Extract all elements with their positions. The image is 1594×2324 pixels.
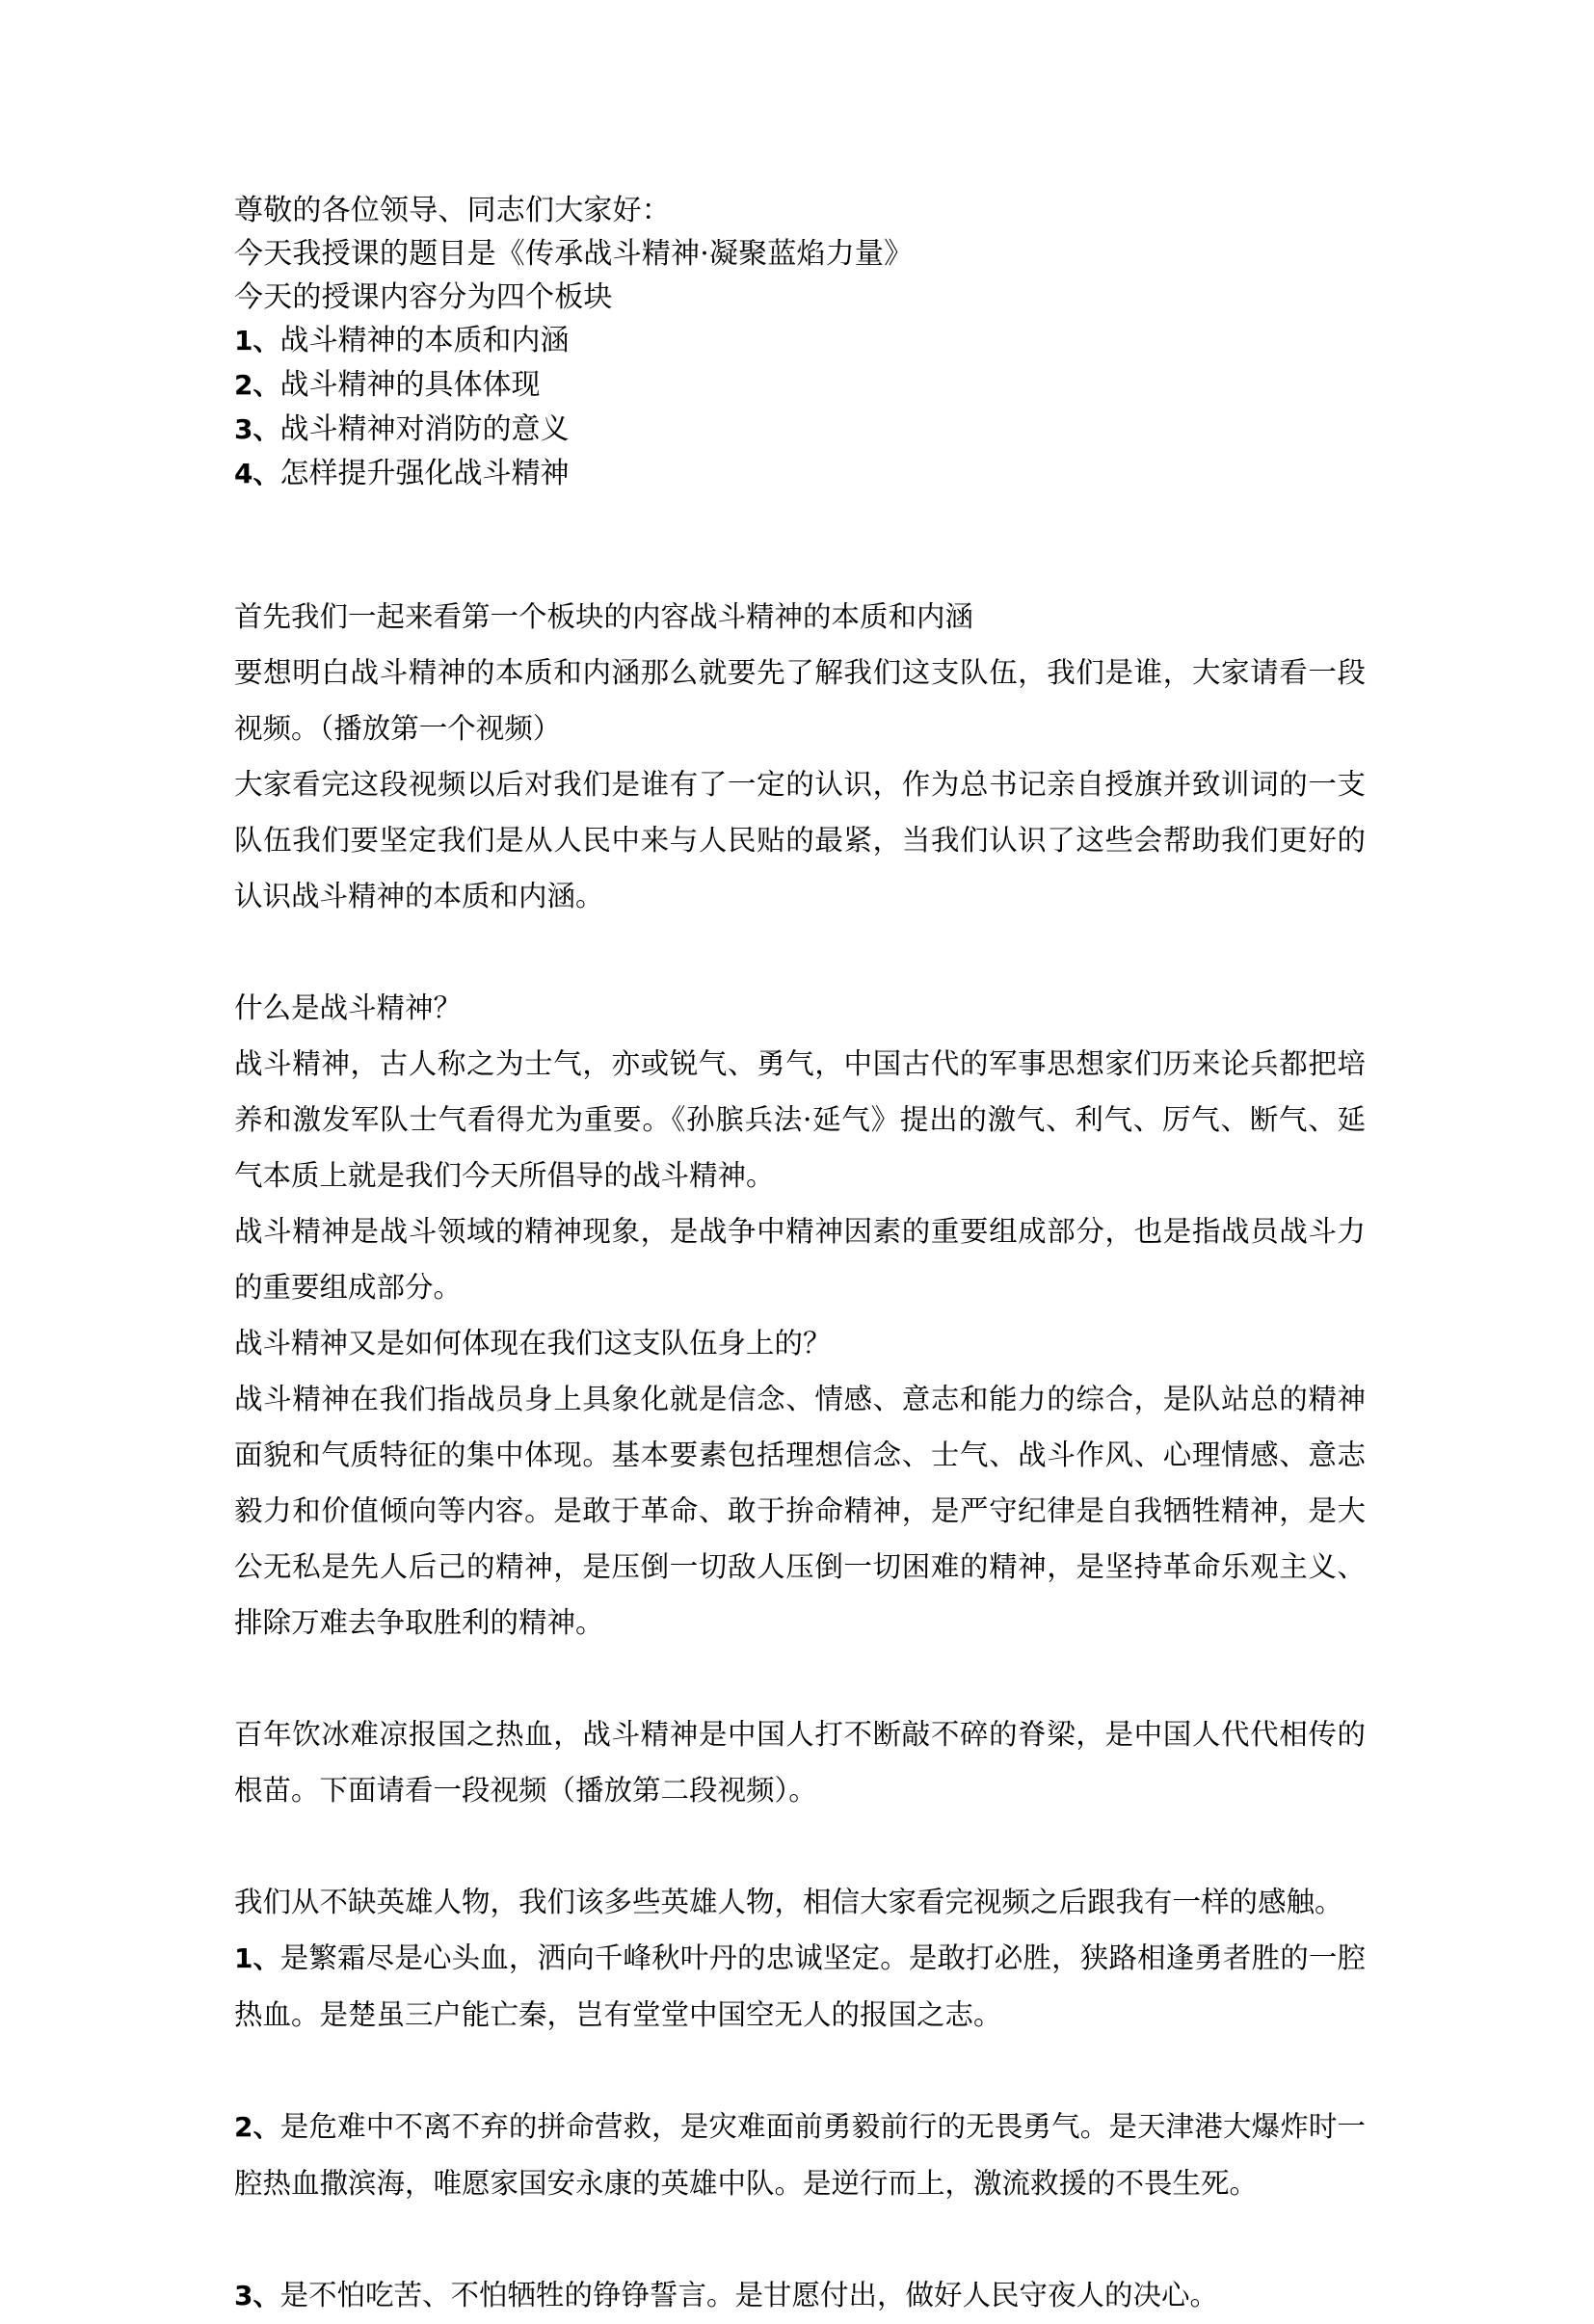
heroes-gap-1 — [234, 2043, 1366, 2099]
outline-item-1-label: 战斗精神的本质和内涵 — [279, 324, 570, 357]
section-gap-2 — [234, 1651, 1366, 1706]
outline-item-1 — [234, 319, 1366, 363]
heroes-item-3 — [234, 2267, 1366, 2324]
section-gap-1 — [234, 924, 1366, 980]
section-one-lead: 首先我们一起来看第一个板块的内容战斗精神的本质和内涵 — [234, 600, 974, 633]
section-one-paragraph-2: 大家看完这段视频以后对我们是谁有了一定的认识，作为总书记亲自授旗并致训词的一支队伍我们要坚定我们是从人民中来与人民贴的最紧，当我们认识了这些会帮助我们更好的认识战斗精神的本质和内涵。 — [234, 768, 1366, 912]
document-body — [234, 189, 1366, 2324]
outline-item-4 — [234, 452, 1366, 496]
outline-item-4-label: 怎样提升强化战斗精神 — [279, 457, 570, 490]
outline-item-4-marker: 4、 — [234, 458, 280, 489]
outline-item-3-label: 战斗精神对消防的意义 — [279, 412, 570, 446]
greeting-line: 尊敬的各位领导、同志们大家好： — [234, 194, 671, 227]
heroes-item-1-marker: 1、 — [234, 1942, 280, 1974]
heroes-item-2-text: 是危难中不离不弃的拼命营救，是灾难面前勇毅前行的无畏勇气。是天津港大爆炸时一腔热血撒滨海，唯愿家国安永康的英雄中队。是逆行而上，激流救援的不畏生死。 — [234, 2110, 1366, 2200]
heroes-paragraph-1: 百年饮冰难凉报国之热血，战斗精神是中国人打不断敲不碎的脊梁，是中国人代代相传的根苗。下面请看一段视频（播放第二段视频）。 — [234, 1718, 1366, 1807]
heroes-item-1 — [234, 1930, 1366, 2043]
heroes-item-2 — [234, 2099, 1366, 2211]
outline-item-2-label: 战斗精神的具体体现 — [279, 368, 541, 402]
heroes-item-3-text: 是不怕吃苦、不怕牺牲的铮铮誓言。是甘愿付出，做好人民守夜人的决心。 — [279, 2279, 1218, 2311]
definition-question-2: 战斗精神又是如何体现在我们这支队伍身上的？ — [234, 1327, 832, 1360]
outline-item-1-marker: 1、 — [234, 325, 280, 357]
outline-heading: 今天的授课内容分为四个板块 — [234, 280, 613, 314]
section-gap-3 — [234, 1818, 1366, 1874]
definition-paragraph-1: 战斗精神，古人称之为士气，亦或锐气、勇气，中国古代的军事思想家们历来论兵都把培养和激发军队士气看得尤为重要。《孙膑兵法·延气》提出的激气、利气、厉气、断气、延气本质上就是我们今天所倡导的战斗精神。 — [234, 1047, 1366, 1192]
heroes-paragraph-2: 我们从不缺英雄人物，我们该多些英雄人物，相信大家看完视频之后跟我有一样的感触。 — [234, 1886, 1343, 1918]
outline-item-2-marker: 2、 — [234, 369, 280, 401]
section-one-paragraph-1: 要想明白战斗精神的本质和内涵那么就要先了解我们这支队伍，我们是谁，大家请看一段视频。（播放第一个视频） — [234, 656, 1366, 745]
heroes-item-2-marker: 2、 — [234, 2111, 280, 2143]
heroes-item-1-text: 是繁霜尽是心头血，洒向千峰秋叶丹的忠诚坚定。是敢打必胜，狭路相逢勇者胜的一腔热血。是楚虽三户能亡秦，岂有堂堂中国空无人的报国之志。 — [234, 1941, 1366, 2031]
intro-spacer — [234, 496, 1366, 589]
intro-block — [234, 189, 1366, 496]
outline-item-3-marker: 3、 — [234, 413, 280, 445]
outline-item-2 — [234, 363, 1366, 408]
definition-paragraph-3: 战斗精神在我们指战员身上具象化就是信念、情感、意志和能力的综合，是队站总的精神面貌和气质特征的集中体现。基本要素包括理想信念、士气、战斗作风、心理情感、意志毅力和价值倾向等内容。是敢于革命、敢于拚命精神，是严守纪律是自我牺牲精神，是大公无私是先人后己的精神，是压倒一切敌人压倒一切困难的精神，是坚持革命乐观主义、排除万难去争取胜利的精神。 — [234, 1383, 1366, 1639]
definition-question: 什么是战斗精神？ — [234, 991, 463, 1024]
definition-paragraph-2: 战斗精神是战斗领域的精神现象，是战争中精神因素的重要组成部分，也是指战员战斗力的重要组成部分。 — [234, 1215, 1366, 1304]
lecture-title-line: 今天我授课的题目是《传承战斗精神·凝聚蓝焰力量》 — [234, 237, 914, 271]
heroes-gap-2 — [234, 2211, 1366, 2267]
outline-item-3 — [234, 408, 1366, 452]
heroes-item-3-marker: 3、 — [234, 2280, 280, 2311]
